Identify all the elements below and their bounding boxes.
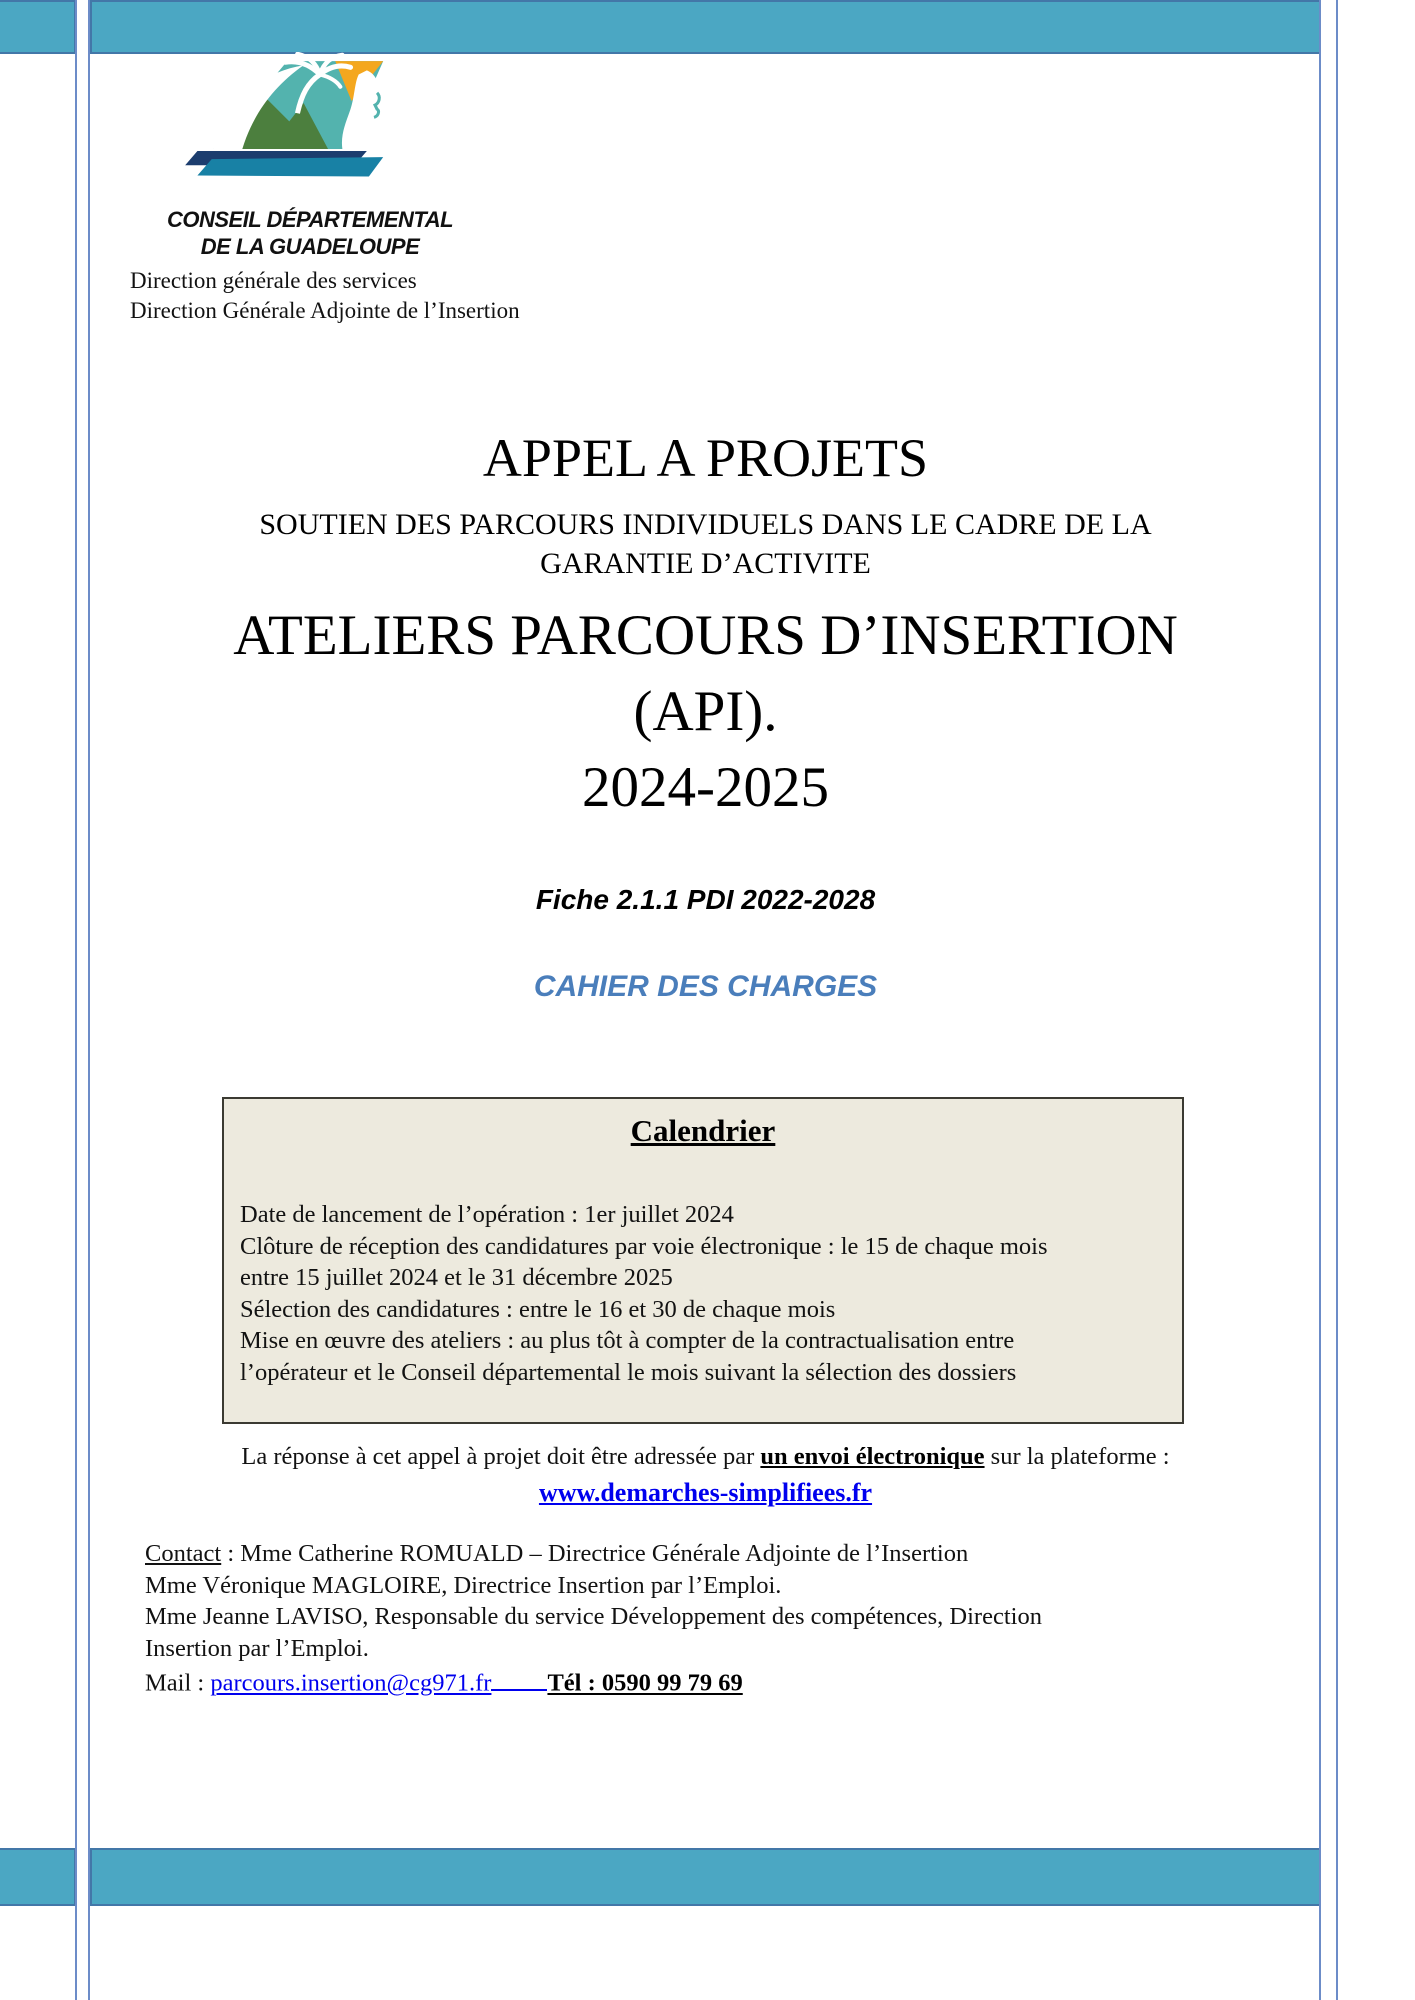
guadeloupe-logo [165,52,485,200]
department-block [130,266,520,326]
calendar-box [222,1097,1184,1424]
response-text-after: sur la plateforme : [984,1443,1170,1470]
logo-org-name-line2: DE LA GUADELOUPE [200,234,420,259]
calendar-line: Mise en œuvre des ateliers : au plus tôt à compter de la contractualisation entre [240,1327,1015,1354]
calendar-heading: Calendrier [630,1113,776,1148]
calendar-line: Date de lancement de l’opération : 1er juillet 2024 [240,1201,734,1228]
contact-line-1 [145,1538,1205,1570]
program-title [90,598,1321,826]
vertical-rule-left-inner [75,0,77,2000]
logo-org-name [118,206,502,260]
program-years: 2024-2025 [582,756,829,819]
contact-line-2: Mme Véronique MAGLOIRE, Directrice Insertion par l’Emploi. [145,1571,782,1599]
vertical-rule-right-outer [1336,0,1338,2000]
document-subtitle [90,505,1321,583]
bottom-band-main-segment [90,1848,1321,1906]
cahier-des-charges-label: CAHIER DES CHARGES [533,970,878,1003]
top-band-main-segment [90,0,1321,54]
program-title-line2: (API). [633,680,778,743]
contact-line-3: Mme Jeanne LAVISO, Responsable du service Développement des compétences, Direction [145,1603,1042,1630]
subtitle-line-2: GARANTIE D’ACTIVITE [540,547,871,580]
contact-line-1-rest: : Mme Catherine ROMUALD – Directrice Générale Adjointe de l’Insertion [221,1540,969,1567]
response-text-emphasis: un envoi électronique [760,1443,985,1470]
response-text-before: La réponse à cet appel à projet doit être adressée par [241,1443,761,1470]
department-line-1: Direction générale des services [130,268,417,293]
contact-block [145,1538,1205,1699]
mail-link[interactable]: parcours.insertion@cg971.fr [210,1669,492,1697]
subtitle-line-1: SOUTIEN DES PARCOURS INDIVIDUELS DANS LE CADRE DE LA [259,508,1152,541]
program-title-line1: ATELIERS PARCOURS D’INSERTION [233,604,1178,667]
contact-mail-line [145,1664,1205,1699]
top-band-left-segment [0,0,76,54]
department-line-2: Direction Générale Adjointe de l’Insertion [130,298,520,323]
mail-label: Mail : [145,1669,211,1697]
calendar-line: Sélection des candidatures : entre le 16 et 30 de chaque mois [240,1295,836,1323]
response-instructions [90,1440,1321,1510]
fiche-reference: Fiche 2.1.1 PDI 2022-2028 [535,884,876,915]
bottom-band-left-segment [0,1848,76,1906]
contact-label: Contact [145,1540,222,1567]
calendar-line: Clôture de réception des candidatures par voie électronique : le 15 de chaque mois [240,1232,1048,1260]
calendar-body [240,1199,1166,1388]
phone-number: Tél : 0590 99 79 69 [547,1669,743,1697]
document-title: APPEL A PROJETS [482,428,929,488]
contact-line-4: Insertion par l’Emploi. [145,1634,369,1662]
calendar-line: l’opérateur et le Conseil départemental le mois suivant la sélection des dossiers [240,1358,1017,1386]
calendar-line: entre 15 juillet 2024 et le 31 décembre 2025 [240,1264,673,1291]
mail-tel-gap-underline [491,1664,547,1691]
platform-link[interactable]: www.demarches-simplifiees.fr [538,1478,873,1507]
logo-org-name-line1: CONSEIL DÉPARTEMENTAL [166,207,454,232]
